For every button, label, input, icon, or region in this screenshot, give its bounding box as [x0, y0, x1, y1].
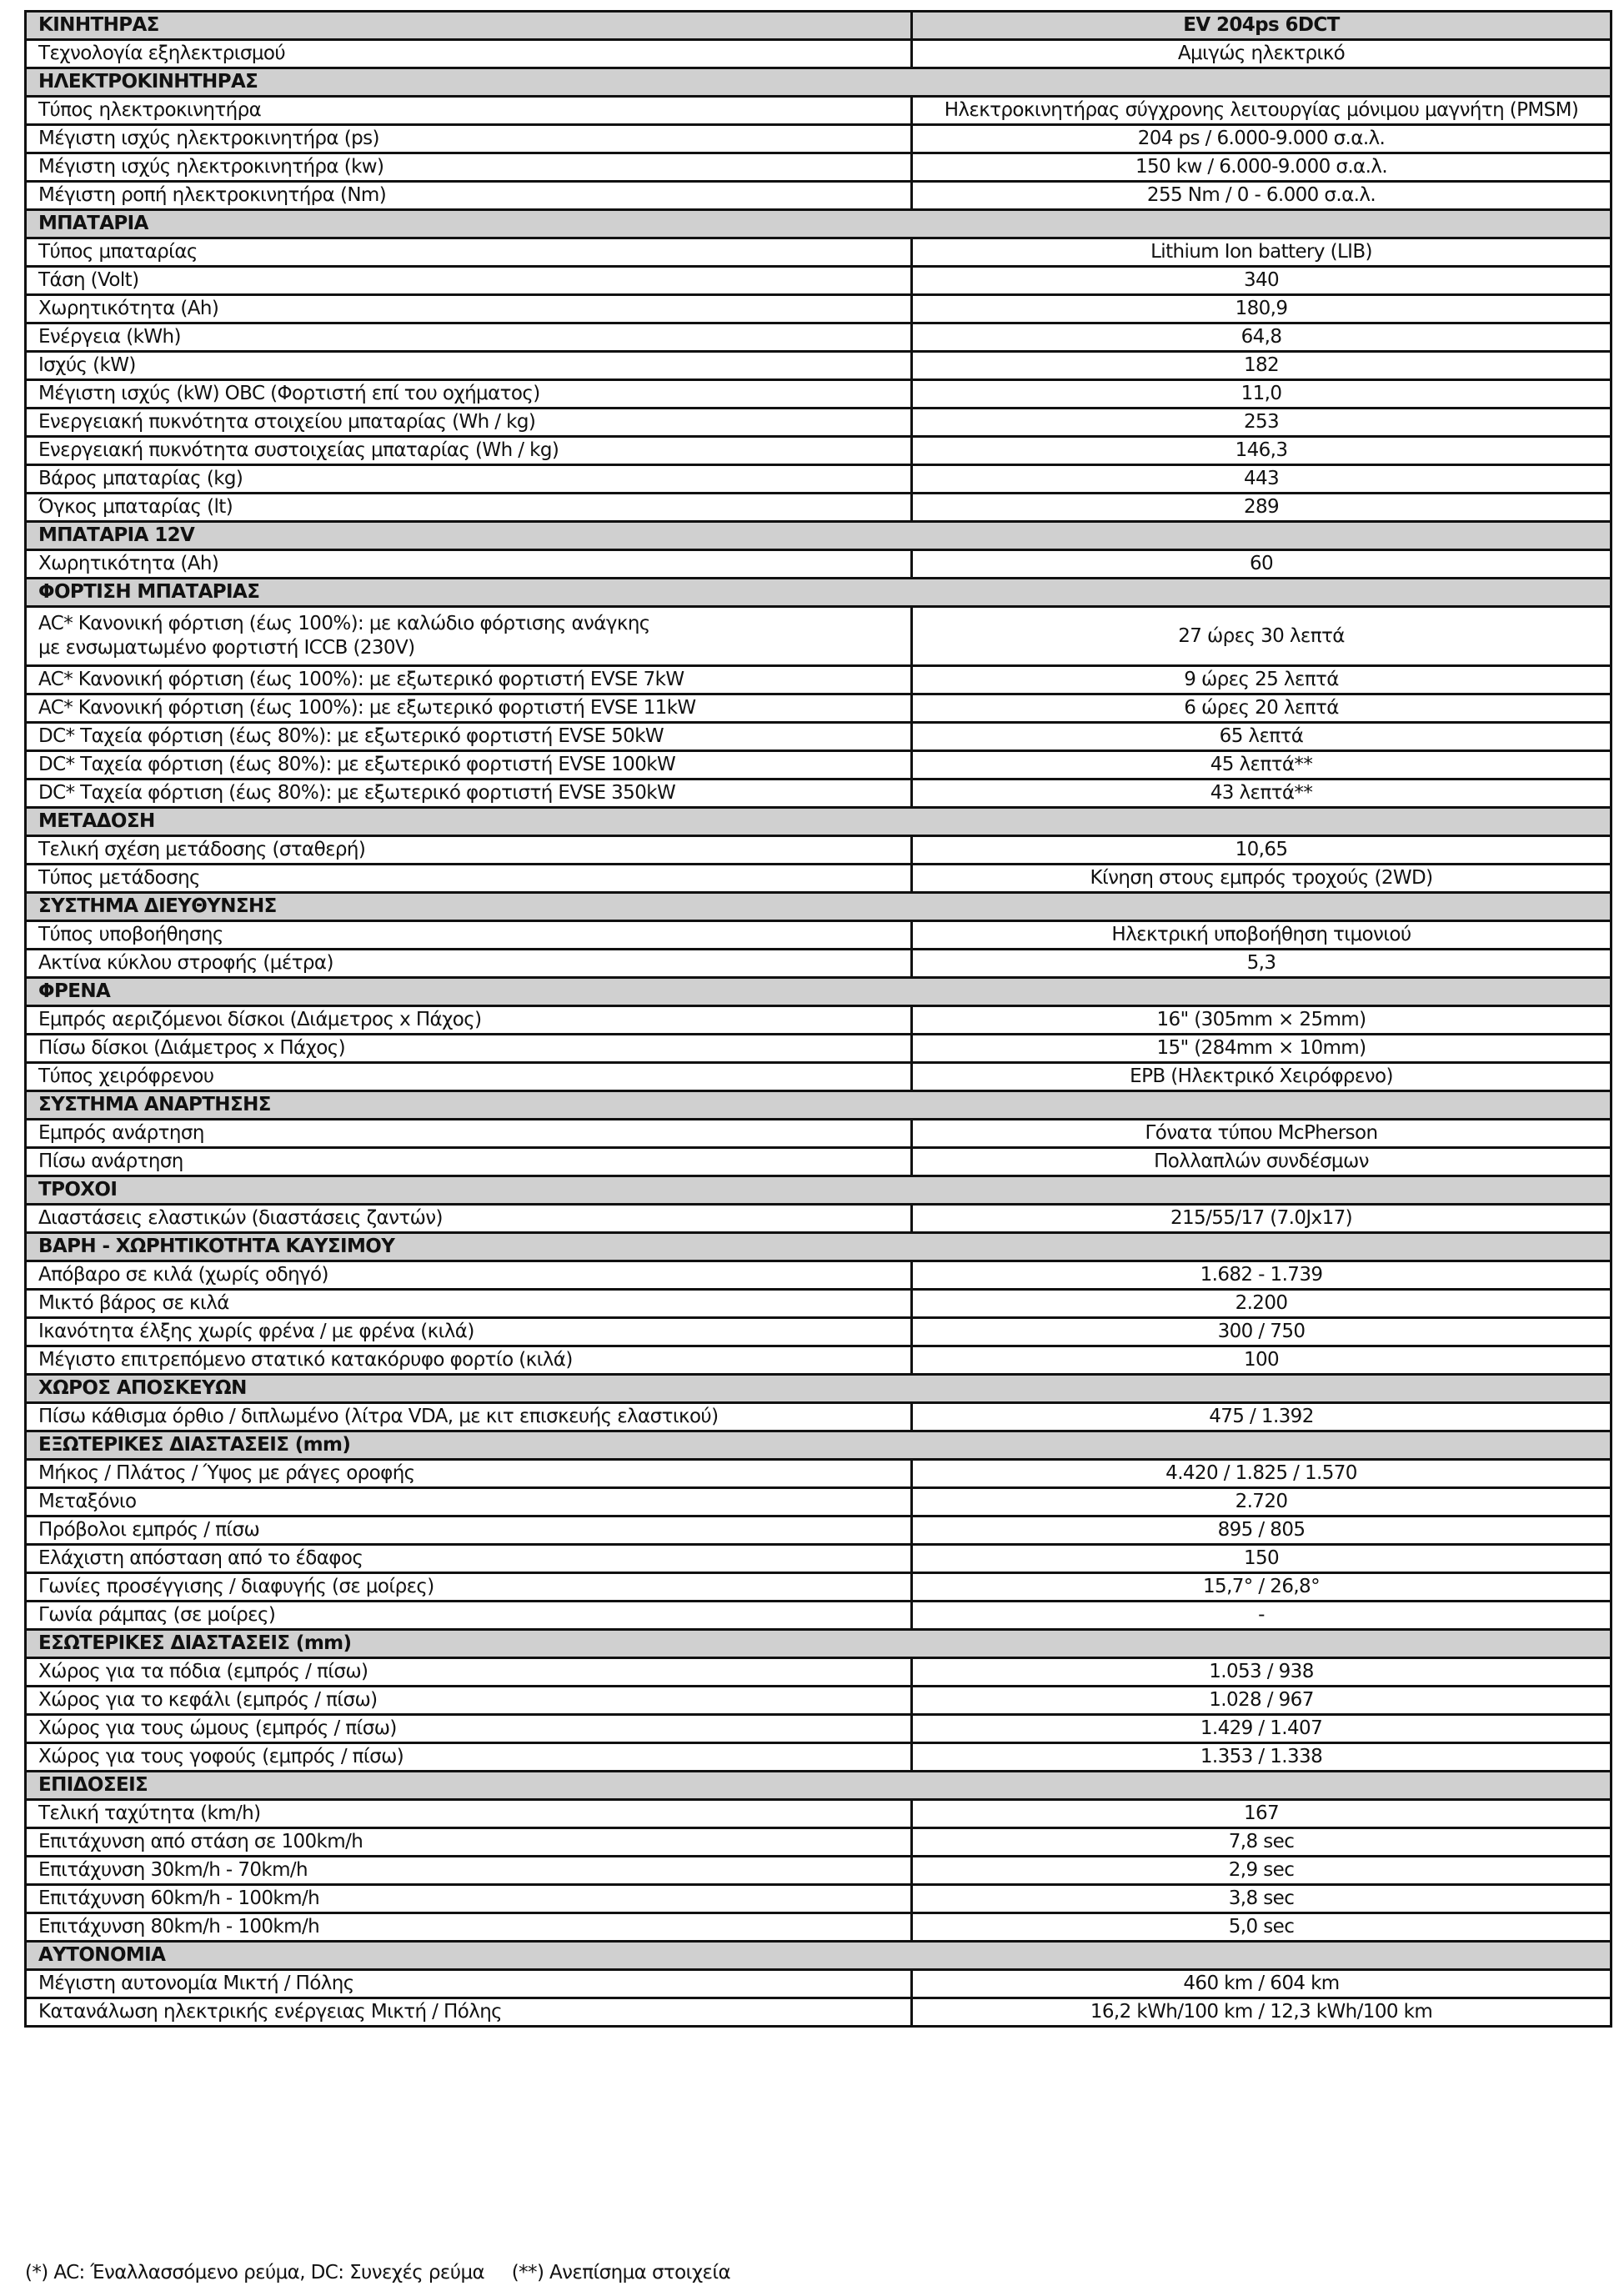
spec-value: 2,9 sec: [912, 1857, 1611, 1885]
section-title: ΜΠΑΤΑΡΙΑ: [26, 210, 1611, 238]
spec-label: Ενεργειακή πυκνότητα συστοιχείας μπαταρίας (Wh / kg): [26, 437, 912, 465]
spec-label: Ενεργειακή πυκνότητα στοιχείου μπαταρίας (Wh / kg): [26, 409, 912, 437]
table-row: [26, 1687, 1611, 1715]
section-title: ΕΣΩΤΕΡΙΚΕΣ ΔΙΑΣΤΑΣΕΙΣ (mm): [26, 1630, 1611, 1658]
table-row: [26, 1120, 1611, 1148]
spec-label: Μέγιστη ροπή ηλεκτροκινητήρα (Nm): [26, 182, 912, 210]
table-row: [26, 1290, 1611, 1318]
table-row: [26, 1063, 1611, 1091]
spec-value: 65 λεπτά: [912, 723, 1611, 751]
table-row: [26, 1205, 1611, 1233]
section-header-row: [26, 1375, 1611, 1403]
spec-value: Αμιγώς ηλεκτρικό: [912, 40, 1611, 68]
spec-value: 7,8 sec: [912, 1828, 1611, 1857]
spec-value: 60: [912, 550, 1611, 579]
table-row: [26, 1488, 1611, 1516]
header-model: EV 204ps 6DCT: [912, 12, 1611, 40]
spec-label: Ισχύς (kW): [26, 352, 912, 380]
table-row: [26, 1261, 1611, 1290]
spec-value: 5,3: [912, 950, 1611, 978]
spec-label: Τύπος ηλεκτροκινητήρα: [26, 97, 912, 125]
section-title: ΧΩΡΟΣ ΑΠΟΣΚΕΥΩΝ: [26, 1375, 1611, 1403]
spec-value: 289: [912, 494, 1611, 522]
spec-value: 1.353 / 1.338: [912, 1743, 1611, 1772]
spec-value: 255 Nm / 0 - 6.000 σ.α.λ.: [912, 182, 1611, 210]
spec-value: 2.720: [912, 1488, 1611, 1516]
table-row: [26, 1460, 1611, 1488]
spec-label: Τάση (Volt): [26, 267, 912, 295]
spec-label: Επιτάχυνση από στάση σε 100km/h: [26, 1828, 912, 1857]
section-title: ΑΥΤΟΝΟΜΙΑ: [26, 1942, 1611, 1970]
spec-value: 64,8: [912, 323, 1611, 352]
spec-label: DC* Ταχεία φόρτιση (έως 80%): με εξωτερικό φορτιστή EVSE 50kW: [26, 723, 912, 751]
spec-value: 150 kw / 6.000-9.000 σ.α.λ.: [912, 153, 1611, 182]
section-title: ΕΞΩΤΕΡΙΚΕΣ ΔΙΑΣΤΑΣΕΙΣ (mm): [26, 1431, 1611, 1460]
table-row: [26, 1658, 1611, 1687]
spec-label: Επιτάχυνση 80km/h - 100km/h: [26, 1913, 912, 1942]
table-row: [26, 694, 1611, 723]
section-header-row: [26, 1176, 1611, 1205]
spec-value: Γόνατα τύπου McPherson: [912, 1120, 1611, 1148]
table-header-row: [26, 12, 1611, 40]
spec-value: 3,8 sec: [912, 1885, 1611, 1913]
table-row: [26, 437, 1611, 465]
spec-label: Τύπος χειρόφρενου: [26, 1063, 912, 1091]
section-header-row: [26, 68, 1611, 97]
spec-label: Όγκος μπαταρίας (lt): [26, 494, 912, 522]
table-row: [26, 1970, 1611, 1998]
spec-value: Lithium Ion battery (LIB): [912, 238, 1611, 267]
spec-label: Μικτό βάρος σε κιλά: [26, 1290, 912, 1318]
table-row: [26, 1573, 1611, 1602]
spec-value: 16,2 kWh/100 km / 12,3 kWh/100 km: [912, 1998, 1611, 2027]
section-header-row: [26, 1942, 1611, 1970]
section-header-row: [26, 522, 1611, 550]
spec-label: Ικανότητα έλξης χωρίς φρένα / με φρένα (κιλά): [26, 1318, 912, 1346]
section-title: ΦΟΡΤΙΣΗ ΜΠΑΤΑΡΙΑΣ: [26, 579, 1611, 607]
spec-label: Εμπρός ανάρτηση: [26, 1120, 912, 1148]
table-row: [26, 409, 1611, 437]
spec-label: Διαστάσεις ελαστικών (διαστάσεις ζαντών): [26, 1205, 912, 1233]
spec-value: 150: [912, 1545, 1611, 1573]
spec-label: Χωρητικότητα (Ah): [26, 295, 912, 323]
spec-value: 2.200: [912, 1290, 1611, 1318]
table-row: [26, 323, 1611, 352]
table-row: [26, 1800, 1611, 1828]
table-row: [26, 380, 1611, 409]
spec-label: Χώρος για τους γοφούς (εμπρός / πίσω): [26, 1743, 912, 1772]
spec-value: 443: [912, 465, 1611, 494]
table-row: [26, 182, 1611, 210]
table-row: [26, 666, 1611, 694]
table-row: [26, 1035, 1611, 1063]
spec-value: 300 / 750: [912, 1318, 1611, 1346]
spec-value: Κίνηση στους εμπρός τροχούς (2WD): [912, 865, 1611, 893]
table-row: [26, 950, 1611, 978]
section-title: ΜΠΑΤΑΡΙΑ 12V: [26, 522, 1611, 550]
spec-label: Μέγιστη ισχύς ηλεκτροκινητήρα (kw): [26, 153, 912, 182]
spec-label-line-1: AC* Κανονική φόρτιση (έως 100%): με καλώδιο φόρτισης ανάγκης: [38, 613, 650, 634]
spec-label: Απόβαρο σε κιλά (χωρίς οδηγό): [26, 1261, 912, 1290]
section-title: ΕΠΙΔΟΣΕΙΣ: [26, 1772, 1611, 1800]
table-row: [26, 780, 1611, 808]
spec-value: 895 / 805: [912, 1516, 1611, 1545]
spec-value: 1.682 - 1.739: [912, 1261, 1611, 1290]
spec-value: 167: [912, 1800, 1611, 1828]
section-title: ΜΕΤΑΔΟΣΗ: [26, 808, 1611, 836]
spec-label: Επιτάχυνση 60km/h - 100km/h: [26, 1885, 912, 1913]
spec-value: 180,9: [912, 295, 1611, 323]
section-header-row: [26, 808, 1611, 836]
spec-label: DC* Ταχεία φόρτιση (έως 80%): με εξωτερικό φορτιστή EVSE 350kW: [26, 780, 912, 808]
section-title: ΣΥΣΤΗΜΑ ΔΙΕΥΘΥΝΣΗΣ: [26, 893, 1611, 921]
spec-label: Γωνίες προσέγγισης / διαφυγής (σε μοίρες): [26, 1573, 912, 1602]
table-row: [26, 1715, 1611, 1743]
spec-value: 27 ώρες 30 λεπτά: [912, 607, 1611, 666]
header-label: ΚΙΝΗΤΗΡΑΣ: [26, 12, 912, 40]
table-row: [26, 352, 1611, 380]
spec-value: EPB (Ηλεκτρικό Χειρόφρενο): [912, 1063, 1611, 1091]
section-title: ΒΑΡΗ - ΧΩΡΗΤΙΚΟΤΗΤΑ ΚΑΥΣΙΜΟΥ: [26, 1233, 1611, 1261]
spec-label: Τελική ταχύτητα (km/h): [26, 1800, 912, 1828]
section-header-row: [26, 579, 1611, 607]
table-row: [26, 1913, 1611, 1942]
spec-label: Χώρος για τα πόδια (εμπρός / πίσω): [26, 1658, 912, 1687]
spec-label: Πίσω ανάρτηση: [26, 1148, 912, 1176]
spec-value: 43 λεπτά**: [912, 780, 1611, 808]
table-row: [26, 723, 1611, 751]
table-row: [26, 1148, 1611, 1176]
footnotes: [25, 2262, 730, 2283]
section-header-row: [26, 1233, 1611, 1261]
spec-value: 11,0: [912, 380, 1611, 409]
table-row: [26, 97, 1611, 125]
spec-value: 1.053 / 938: [912, 1658, 1611, 1687]
table-row: [26, 607, 1611, 666]
spec-value: 100: [912, 1346, 1611, 1375]
spec-value: 16" (305mm × 25mm): [912, 1006, 1611, 1035]
spec-value: 5,0 sec: [912, 1913, 1611, 1942]
spec-label-line-2: με ενσωματωμένο φορτιστή ICCB (230V): [38, 637, 415, 659]
spec-value: Πολλαπλών συνδέσμων: [912, 1148, 1611, 1176]
table-row: [26, 1998, 1611, 2027]
table-row: [26, 1516, 1611, 1545]
table-row: [26, 1545, 1611, 1573]
section-header-row: [26, 1630, 1611, 1658]
spec-label: Ακτίνα κύκλου στροφής (μέτρα): [26, 950, 912, 978]
spec-value: 146,3: [912, 437, 1611, 465]
spec-label: DC* Ταχεία φόρτιση (έως 80%): με εξωτερικό φορτιστή EVSE 100kW: [26, 751, 912, 780]
spec-label: Ενέργεια (kWh): [26, 323, 912, 352]
table-row: [26, 921, 1611, 950]
spec-value: 1.028 / 967: [912, 1687, 1611, 1715]
table-row: [26, 494, 1611, 522]
table-row: [26, 836, 1611, 865]
spec-table-body: [26, 12, 1611, 2027]
section-header-row: [26, 210, 1611, 238]
section-title: ΗΛΕΚΤΡΟΚΙΝΗΤΗΡΑΣ: [26, 68, 1611, 97]
table-row: [26, 1346, 1611, 1375]
section-header-row: [26, 978, 1611, 1006]
spec-value: 10,65: [912, 836, 1611, 865]
table-row: [26, 125, 1611, 153]
spec-label: AC* Κανονική φόρτιση (έως 100%): με εξωτερικό φορτιστή EVSE 11kW: [26, 694, 912, 723]
spec-value: Ηλεκτροκινητήρας σύγχρονης λειτουργίας μόνιμου μαγνήτη (PMSM): [912, 97, 1611, 125]
section-title: ΣΥΣΤΗΜΑ ΑΝΑΡΤΗΣΗΣ: [26, 1091, 1611, 1120]
spec-label: Χώρος για το κεφάλι (εμπρός / πίσω): [26, 1687, 912, 1715]
table-row: [26, 1318, 1611, 1346]
spec-label: Ελάχιστη απόσταση από το έδαφος: [26, 1545, 912, 1573]
spec-value: 9 ώρες 25 λεπτά: [912, 666, 1611, 694]
spec-value: 1.429 / 1.407: [912, 1715, 1611, 1743]
section-title: ΦΡΕΝΑ: [26, 978, 1611, 1006]
table-row: [26, 751, 1611, 780]
spec-value: 253: [912, 409, 1611, 437]
table-row: [26, 1403, 1611, 1431]
section-header-row: [26, 893, 1611, 921]
spec-value: Ηλεκτρική υποβοήθηση τιμονιού: [912, 921, 1611, 950]
spec-value: 45 λεπτά**: [912, 751, 1611, 780]
table-row: [26, 153, 1611, 182]
section-title: ΤΡΟΧΟΙ: [26, 1176, 1611, 1205]
table-row: [26, 238, 1611, 267]
footnote-ac-dc: (*) AC: Έναλλασσόμενο ρεύμα, DC: Συνεχές ρεύμα: [25, 2262, 485, 2283]
table-row: [26, 40, 1611, 68]
spec-value: 15" (284mm × 10mm): [912, 1035, 1611, 1063]
spec-label: Βάρος μπαταρίας (kg): [26, 465, 912, 494]
spec-label: AC* Κανονική φόρτιση (έως 100%): με εξωτερικό φορτιστή EVSE 7kW: [26, 666, 912, 694]
spec-label: Κατανάλωση ηλεκτρικής ενέργειας Μικτή / Πόλης: [26, 1998, 912, 2027]
spec-value: 460 km / 604 km: [912, 1970, 1611, 1998]
spec-label: Μέγιστη αυτονομία Μικτή / Πόλης: [26, 1970, 912, 1998]
section-header-row: [26, 1091, 1611, 1120]
spec-label: Χωρητικότητα (Ah): [26, 550, 912, 579]
footnote-unofficial: (**) Ανεπίσημα στοιχεία: [511, 2262, 731, 2283]
spec-table: [24, 10, 1612, 2028]
spec-label: Μεταξόνιο: [26, 1488, 912, 1516]
spec-label: Τύπος μετάδοσης: [26, 865, 912, 893]
table-row: [26, 1828, 1611, 1857]
spec-value: 182: [912, 352, 1611, 380]
spec-label: Πίσω δίσκοι (Διάμετρος x Πάχος): [26, 1035, 912, 1063]
table-row: [26, 1885, 1611, 1913]
table-row: [26, 865, 1611, 893]
section-header-row: [26, 1772, 1611, 1800]
spec-value: 340: [912, 267, 1611, 295]
spec-label: Γωνία ράμπας (σε μοίρες): [26, 1602, 912, 1630]
spec-value: -: [912, 1602, 1611, 1630]
spec-label: Επιτάχυνση 30km/h - 70km/h: [26, 1857, 912, 1885]
table-row: [26, 1857, 1611, 1885]
table-row: [26, 465, 1611, 494]
table-row: [26, 295, 1611, 323]
section-header-row: [26, 1431, 1611, 1460]
table-row: [26, 1743, 1611, 1772]
spec-label: Μέγιστη ισχύς ηλεκτροκινητήρα (ps): [26, 125, 912, 153]
spec-value: 6 ώρες 20 λεπτά: [912, 694, 1611, 723]
spec-value: 204 ps / 6.000-9.000 σ.α.λ.: [912, 125, 1611, 153]
spec-label: Μέγιστη ισχύς (kW) OBC (Φορτιστή επί του οχήματος): [26, 380, 912, 409]
spec-value: 215/55/17 (7.0Jx17): [912, 1205, 1611, 1233]
table-row: [26, 1602, 1611, 1630]
spec-label: Πρόβολοι εμπρός / πίσω: [26, 1516, 912, 1545]
spec-label: Τύπος μπαταρίας: [26, 238, 912, 267]
spec-label: [26, 607, 912, 666]
spec-value: 15,7° / 26,8°: [912, 1573, 1611, 1602]
table-row: [26, 267, 1611, 295]
spec-label: Χώρος για τους ώμους (εμπρός / πίσω): [26, 1715, 912, 1743]
spec-label: Τύπος υποβοήθησης: [26, 921, 912, 950]
spec-label: Μήκος / Πλάτος / Ύψος με ράγες οροφής: [26, 1460, 912, 1488]
table-row: [26, 550, 1611, 579]
spec-label: Μέγιστο επιτρεπόμενο στατικό κατακόρυφο φορτίο (κιλά): [26, 1346, 912, 1375]
spec-label: Τελική σχέση μετάδοσης (σταθερή): [26, 836, 912, 865]
table-row: [26, 1006, 1611, 1035]
spec-value: 4.420 / 1.825 / 1.570: [912, 1460, 1611, 1488]
spec-label: Εμπρός αεριζόμενοι δίσκοι (Διάμετρος x Πάχος): [26, 1006, 912, 1035]
spec-label: Τεχνολογία εξηλεκτρισμού: [26, 40, 912, 68]
spec-label: Πίσω κάθισμα όρθιο / διπλωμένο (λίτρα VDA, με κιτ επισκευής ελαστικού): [26, 1403, 912, 1431]
spec-value: 475 / 1.392: [912, 1403, 1611, 1431]
